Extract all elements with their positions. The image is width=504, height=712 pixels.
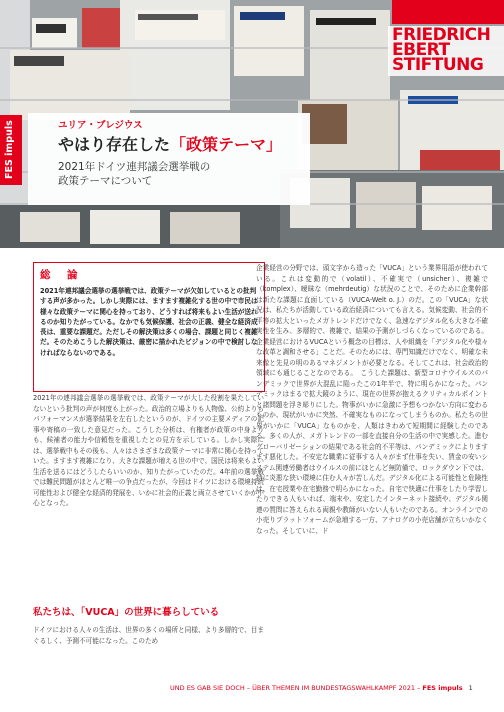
page-footer [170, 684, 473, 692]
title-quoted: 「政策テーマ」 [170, 135, 283, 154]
body-right-column: 企業経営の分野では、頭文字から造った「VUCA」という業界用語が使われている。これは変動的で（volatil）、不確実で（unsicher）、複雑で（komplex）、曖昧な（mehrdeutig）な状況のことで、そのために企業幹部は新たな課題に直面している（VUCA-Welt o. J.）のだ。この「VUCA」な状況は、私たちが活動している政治経済についても言える。気候変動、社会的不平等の拡大といったメガトレンドだけでなく、急速なデジタル化も大きな不確実性を生み、多層的で、複雑で、結果の予測がしづらくなっているのである。企業経営におけるVUCAという概念の目標は、人や組織を「デジタル化や様々な改革と調和させる」ことだ。そのためには、専門知識だけでなく、明確な未来像と先見の明のあるマネジメントが必要となる。そしてこれは、社会政治的領域にも通じることなのである。 こうした課題は、新型コロナウイルスのパンデミックで世界が大混乱に陥ったこの1年半で、特に明らかになった。パンデミックはまるで拡大鏡のように、現在の世界が抱えるクリティカルポイントと諸問題を浮き彫りにした。物事がいかに急激に予想もつかない方向に変わるものか、現状がいかに突然、不確実なものになってしまうものか。私たちの世界がいかに「VUCA」なものかを、人類はきわめて短期間に経験したのである。多くの人が、メガトレンドの一部を直接自分の生活の中で実感した。進むグローバリゼーションの結果である社会的不平等は、パンデミックによりますます悪化した。不安定な職業に従事する人々がまず仕事を失い、賃金の安いシステム関連労働者はウイルスの前にほとんど無防備で、ロックダウン下では、特に炎悪な狭い環境に住む人々が苦しんだ。デジタル化による可能性と危険性は、在宅授業や在宅勤務で明らかになった。自宅で快適に仕事をしたり学習したりできる人もいれば、端末や、安定したインターネット接続や、デジタル関連の質問に答えられる両親や教師がいない人もいたのである。オンラインでの小売りプラットフォームが急増する一方、アナログの小売店舗が立ちいかなくなった。そしていに、ド [256, 264, 488, 535]
tab-label: FES impuls [4, 120, 15, 179]
page-number: 1 [468, 684, 473, 692]
title-main: やはり存在した [58, 135, 171, 154]
logo-line-friedrich: FRIEDRICH [392, 25, 491, 45]
subtitle-line1: 2021年ドイツ連邦議会選挙戦の [58, 161, 211, 173]
section-heading: 私たちは、「VUCA」の世界に暮らしている [33, 607, 220, 618]
author: ユリア・ブレジウス [58, 120, 143, 131]
logo-line-ebert: EBERT [392, 40, 450, 60]
body-left-paragraph: 2021年の連邦議会選挙の選挙戦では、政策テーマが大した役割を果たしていないという批判の声が何度も上がった。政治的立場よりも人物像、公約よりもパフォーマンスが選挙結果を左右したというのが、ドイツの主要メディアの記事や寄稿の一致した意見だった。こうした分析は、有権者が政策の中身よりも、候補者の能力や信頼性を重視したとの見方を示している。しかし実際には、選挙戦中もその後も、人々はさまざまな政策テーマに非常に関心を持っていた。ますます複雑になり、大きな課題が増える世の中で、国民は将来もよい生活を送るにはどうしたらいいのか、知りたがっていたのだ。4年前の選挙戦では難民問題がほとんど唯一の争点だったが、今回はドイツにおける環境持続可能性および健全な経済的発展を、いかに社会的正義と両立させていくかが中心となった。 [33, 394, 264, 507]
fes-logo [388, 26, 504, 76]
brand-red-bar [392, 0, 504, 24]
subtitle [58, 160, 310, 188]
footer-brand: FES impuls [422, 684, 463, 692]
title-box [28, 113, 310, 205]
footer-text: UND ES GAB SIE DOCH – ÜBER THEMEN IM BUNDESTAGSWAHLKAMPF 2021 – [170, 684, 423, 692]
page-title [58, 132, 310, 155]
logo-line-stiftung: STIFTUNG [392, 55, 484, 75]
summary-box [33, 262, 265, 392]
summary-text: 2021年連邦議会選挙の選挙戦では、政策テーマが欠如しているとの批判する声が多かった。しかし実際には、ますます複雑化する世の中で市民は様々な政策テーマに関心を持っており、どうすれば将来もよい生活が送れるのか知りたがっている。なかでも気候保護、社会の正義、健全な経済成長は、重要な課題だ。ただしその解決策は多くの場合、課題と同じく複雑だ。そのためこうした解決策は、厳密に描かれたビジョンの中で検討しなければならないのである。 [40, 287, 258, 357]
fes-impuls-tab [0, 115, 22, 185]
subtitle-line2: 政策テーマについて [58, 175, 153, 187]
body-left-paragraph-2: ドイツにおける人々の生活は、世界の多くの場所と同様、より多層的で、目まぐるしく、予測不可能になった。このため [33, 626, 264, 645]
summary-heading: 総 論 [40, 269, 81, 281]
